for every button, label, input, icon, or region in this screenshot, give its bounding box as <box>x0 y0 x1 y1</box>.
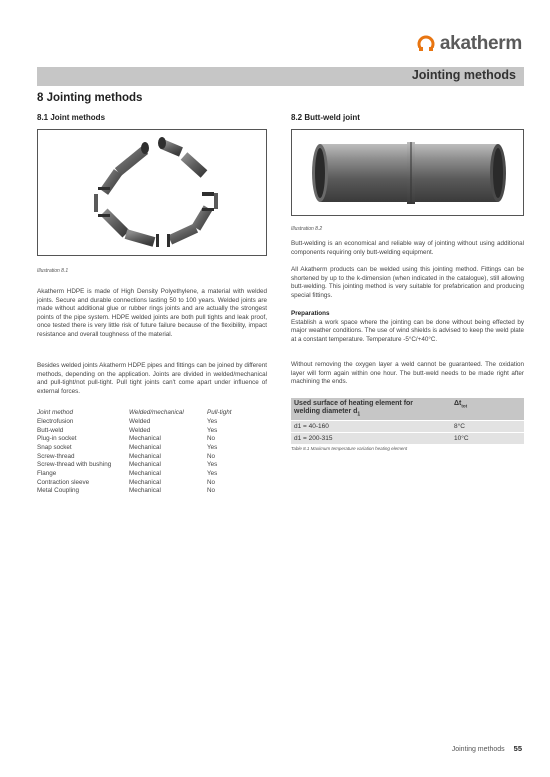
table-cell: No <box>207 435 216 443</box>
table-row <box>37 452 257 461</box>
preparations-text: Establish a work space where the jointing can be done without being effected by major weather conditions. The use of wind shields is advised to keep the weld plate at a constant temperature. Temperature -5°C/+40°C. <box>291 318 524 343</box>
hexagon-pipe-illustration <box>38 130 267 256</box>
page-footer <box>452 744 522 753</box>
table-cell: Mechanical <box>129 461 161 469</box>
table-cell: Yes <box>207 469 218 477</box>
table-cell: Yes <box>207 443 218 451</box>
illustration-8-2 <box>291 129 524 216</box>
table-header-row <box>37 408 257 417</box>
table-cell: No <box>207 478 216 486</box>
table-cell: Yes <box>207 417 218 425</box>
table-cell: Plug-in socket <box>37 435 77 443</box>
table-row <box>37 460 257 469</box>
table-row <box>291 433 524 445</box>
table-cell: Mechanical <box>129 469 161 477</box>
table-header-row <box>291 398 524 421</box>
footer-label: Jointing methods <box>451 746 505 753</box>
header-line-2-subscript: 1 <box>357 411 361 418</box>
table-cell: Mechanical <box>129 443 161 451</box>
table-cell: d1 = 40-160 <box>291 421 451 433</box>
table-cell: 8°C <box>451 421 524 433</box>
column-header <box>451 398 524 421</box>
table-cell: Butt-weld <box>37 426 64 434</box>
left-paragraph-1: Akatherm HDPE is made of High Density Polyethylene, a material with welded joints. Secure and durable connections lasting 50 to 100 years. Welded joints are made without additional glue or rubber rings joints and are actually the strongest points of the pipe system. HDPE welded joints are both pull tights and leak proof, once tested there is very little risk of future failure because of the flexibility, impact resistance and overall toughness of the material. <box>37 288 267 338</box>
right-paragraph-1: Butt-welding is an economical and reliable way of jointing without using additional components requiring only butt-welding equipment. <box>291 240 524 256</box>
right-paragraph-2: All Akatherm products can be welded using this jointing method. Fittings can be shortened by up to the k-dimension (when indicated in the catalogue), still allowing butt-welding. This jointing method is very suitable for prefabrication and producing special fittings. <box>291 266 524 299</box>
section-title: Jointing methods <box>411 68 516 82</box>
akatherm-logo-icon <box>416 34 436 54</box>
table-row <box>291 421 524 433</box>
table-row <box>37 478 257 487</box>
table-row <box>37 426 257 435</box>
table-cell: Electrofusion <box>37 417 74 425</box>
table-cell: Flange <box>37 469 57 477</box>
joint-methods-table <box>37 408 257 495</box>
table-cell: Welded <box>129 417 151 425</box>
table-row <box>37 417 257 426</box>
logo-text: akatherm <box>439 33 522 54</box>
subheading-joint-methods: 8.1 Joint methods <box>37 113 106 122</box>
preparations-heading: Preparations <box>291 310 330 317</box>
table-cell: d1 = 200-315 <box>291 433 451 445</box>
table-cell: Contraction sleeve <box>37 478 90 486</box>
table-cell: Metal Coupling <box>37 487 80 495</box>
header-line-1: Used surface of heating element for <box>294 400 414 407</box>
page-number: 55 <box>513 744 522 753</box>
table-cell: Screw-thread with bushing <box>37 461 112 469</box>
table-cell: Screw-thread <box>37 452 75 460</box>
heating-element-table <box>291 398 524 444</box>
table-cell: 10°C <box>451 433 524 445</box>
header-line-2: welding diameter d <box>294 408 358 415</box>
butt-weld-pipe-illustration <box>292 130 524 216</box>
table-cell: Snap socket <box>37 443 72 451</box>
column-header: Welded/mechanical <box>129 409 184 416</box>
table-8-1-caption: Table 8.1 Maximum temperature variation heating element <box>291 446 408 451</box>
delta-t-label: Δt <box>454 400 462 407</box>
table-cell: Mechanical <box>129 487 161 495</box>
table-cell: Welded <box>129 426 151 434</box>
right-paragraph-3: Without removing the oxygen layer a weld cannot be guaranteed. The oxidation layer will form again within one hour. The butt-weld needs to be made right after machining the ends. <box>291 361 524 386</box>
table-cell: Yes <box>207 461 218 469</box>
table-row <box>37 443 257 452</box>
subheading-butt-weld-joint: 8.2 Butt-weld joint <box>291 113 360 122</box>
section-header-bar <box>37 67 524 86</box>
column-header: Joint method <box>37 409 74 416</box>
preparations-section <box>291 310 524 344</box>
table-cell: Mechanical <box>129 452 161 460</box>
column-header <box>291 398 451 421</box>
table-row <box>37 469 257 478</box>
table-cell: No <box>207 452 216 460</box>
table-cell: Yes <box>207 426 218 434</box>
table-cell: Mechanical <box>129 435 161 443</box>
column-header: Pull-tight <box>207 409 232 416</box>
illustration-8-1-caption: Illustration 8.1 <box>37 268 69 274</box>
table-cell: Mechanical <box>129 478 161 486</box>
table-cell: No <box>207 487 216 495</box>
table-row <box>37 487 257 496</box>
illustration-8-2-caption: Illustration 8.2 <box>291 226 323 232</box>
table-row <box>37 434 257 443</box>
delta-t-subscript: tot <box>461 403 468 409</box>
left-paragraph-2: Besides welded joints Akatherm HDPE pipes and fittings can be joined by different methods, depending on the application. Joints are divided in welded/mechanical and pull-tight/not pull-tight. Pull tight joints can't come apart under influence of external forces. <box>37 362 267 395</box>
akatherm-logo <box>416 33 522 55</box>
illustration-8-1 <box>37 129 267 256</box>
chapter-title: 8 Jointing methods <box>37 92 143 104</box>
